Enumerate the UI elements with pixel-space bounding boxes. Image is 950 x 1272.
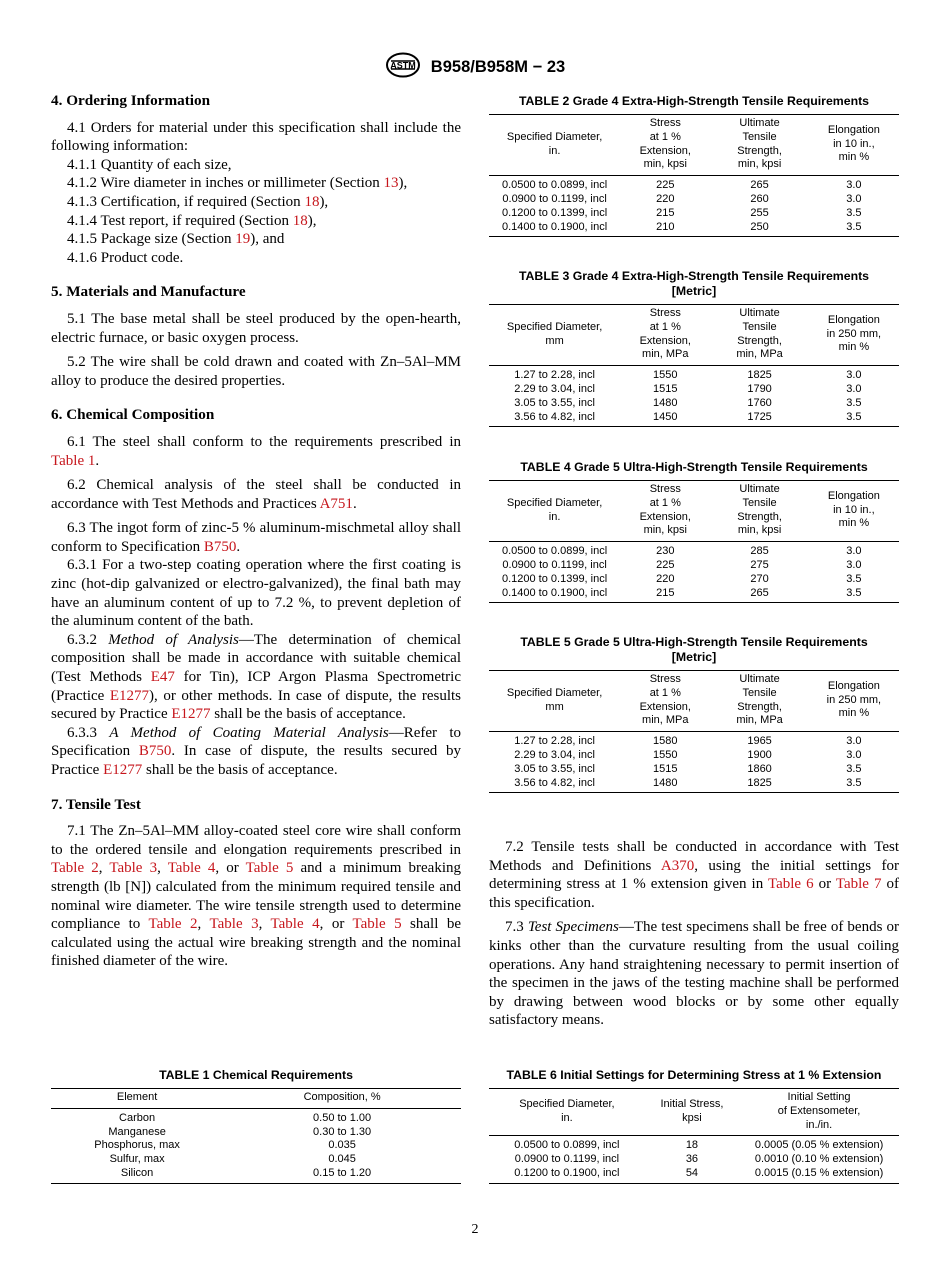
table-row — [489, 542, 899, 559]
table-cell: 0.0500 to 0.0899, incl — [501, 179, 608, 192]
table-cell: 1480 — [653, 396, 678, 409]
ref-link[interactable]: Table 6 — [767, 876, 814, 893]
table-cell: 2.29 to 3.04, incl — [514, 382, 595, 395]
table-cell: 250 — [710, 221, 808, 237]
column-header: Stress at 1 % Extension, min, MPa — [620, 671, 710, 732]
table-cell: 0.035 — [328, 1139, 356, 1152]
table-row — [489, 1167, 899, 1183]
column-header: Specified Diameter, in. — [489, 481, 620, 542]
page-number: 2 — [471, 1222, 479, 1237]
table-3-block — [489, 269, 899, 427]
table-row — [489, 366, 899, 383]
ref-link[interactable]: E1277 — [171, 706, 211, 723]
table-row — [489, 732, 899, 749]
table-row — [489, 411, 899, 427]
table-cell: Sulfur, max — [109, 1153, 165, 1166]
para-7-3: 7.3 Test Specimens—The test specimens shall be free of bends or kinks other than the curvature resulting from the usual coiling operations. Any hand straightening necessary to permit insertion of the specimen in the jaws of the testing machine shall be performed by drawing between wood blocks or by some other equally satisfactory means. — [489, 919, 899, 1029]
table-row — [51, 1126, 461, 1140]
table-cell: 1550 — [653, 748, 678, 761]
table-cell: 3.5 — [809, 411, 899, 427]
column-header: Elongation in 10 in., min % — [809, 115, 899, 176]
para-6-1: 6.1 The steel shall conform to the requirements prescribed in Table 1. — [51, 433, 461, 469]
table-cell: 0.15 to 1.20 — [223, 1167, 461, 1183]
table-cell: 1760 — [747, 396, 772, 409]
svg-text:ASTM: ASTM — [390, 60, 416, 71]
ref-link[interactable]: B750 — [203, 538, 237, 555]
table-cell: 0.0500 to 0.0899, incl — [501, 545, 608, 558]
table-5 — [489, 670, 899, 793]
table-cell: 220 — [656, 192, 675, 205]
ref-link[interactable]: Table 3 — [209, 916, 259, 933]
ref-link[interactable]: Table 4 — [270, 916, 320, 933]
table-cell: 1790 — [747, 382, 772, 395]
ref-link[interactable]: Table 5 — [245, 860, 294, 877]
para-6-3: 6.3 The ingot form of zinc-5 % aluminum-mischmetal alloy shall conform to Specification B750. — [51, 520, 461, 555]
table-cell: 3.5 — [809, 221, 899, 237]
table-cell: 215 — [656, 206, 675, 219]
table-cell: 54 — [645, 1167, 739, 1183]
column-header: Elongation in 250 mm, min % — [809, 305, 899, 366]
table-cell: 0.1200 to 0.1399, incl — [501, 206, 608, 219]
table-row — [489, 573, 899, 587]
table-cell: 1.27 to 2.28, incl — [514, 735, 595, 748]
table-cell: 215 — [620, 587, 710, 603]
ref-link[interactable]: B750 — [138, 743, 172, 760]
table-cell: 3.5 — [846, 572, 862, 585]
table-cell: 1.27 to 2.28, incl — [514, 369, 595, 382]
table-row — [489, 397, 899, 411]
table-row — [489, 221, 899, 237]
table-cell: 3.0 — [846, 748, 862, 761]
column-header: Initial Stress, kpsi — [645, 1089, 739, 1136]
column-header: Composition, % — [223, 1089, 461, 1109]
table-cell: 260 — [750, 192, 769, 205]
table-cell: 0.0500 to 0.0899, incl — [514, 1139, 620, 1152]
ref-link[interactable]: Table 5 — [352, 916, 402, 933]
table-cell: 1860 — [747, 762, 772, 775]
table-3 — [489, 304, 899, 427]
table-cell: 3.56 to 4.82, incl — [489, 777, 620, 793]
ref-link[interactable]: A370 — [660, 857, 695, 874]
item-4-1-3: 4.1.3 Certification, if required (Section 18), — [67, 193, 329, 210]
column-header: Ultimate Tensile Strength, min, MPa — [710, 305, 808, 366]
ref-link[interactable]: 18 — [292, 212, 308, 229]
page-header — [0, 52, 950, 83]
column-header: Stress at 1 % Extension, min, kpsi — [620, 481, 710, 542]
table-2-caption: TABLE 2 Grade 4 Extra-High-Strength Tensile Requirements — [518, 94, 870, 108]
table-cell: 230 — [656, 545, 675, 558]
ref-link[interactable]: 19 — [235, 231, 251, 248]
table-cell: 275 — [750, 558, 769, 571]
table-cell: 0.0900 to 0.1199, incl — [514, 1153, 620, 1166]
section-5-heading: 5. Materials and Manufacture — [51, 283, 246, 301]
table-cell: 3.05 to 3.55, incl — [514, 762, 595, 775]
table-cell: Phosphorus, max — [94, 1139, 180, 1152]
table-row — [489, 777, 899, 793]
table-4-block — [489, 460, 899, 603]
table-cell: 1725 — [710, 411, 808, 427]
table-cell: 1825 — [747, 369, 772, 382]
table-4-caption: TABLE 4 Grade 5 Ultra-High-Strength Tensile Requirements — [520, 460, 868, 474]
column-header: Ultimate Tensile Strength, min, kpsi — [710, 481, 808, 542]
table-row — [489, 1153, 899, 1167]
ref-link[interactable]: E1277 — [103, 762, 143, 778]
table-cell: 3.0 — [846, 192, 862, 205]
table-row — [489, 559, 899, 573]
ref-link[interactable]: E1277 — [109, 687, 150, 704]
table-cell: 1515 — [653, 762, 678, 775]
right-column-text — [489, 838, 899, 1030]
ref-link[interactable]: Table 3 — [109, 860, 158, 877]
table-row — [489, 207, 899, 221]
table-cell: Manganese — [108, 1125, 166, 1138]
table-cell: 2.29 to 3.04, incl — [514, 748, 595, 761]
table-cell: 0.0005 (0.05 % extension) — [754, 1139, 884, 1152]
table-cell: 0.0015 (0.15 % extension) — [739, 1167, 899, 1183]
table-cell: 3.0 — [846, 382, 862, 395]
table-cell: 1900 — [747, 748, 772, 761]
column-header: Specified Diameter, in. — [489, 1089, 645, 1136]
item-4-1-1: 4.1.1 Quantity of each size, — [67, 156, 232, 173]
ref-link[interactable]: A751 — [319, 495, 353, 512]
table-cell: 0.1400 to 0.1900, incl — [489, 587, 620, 603]
column-header: Specified Diameter, in. — [489, 115, 620, 176]
column-header: Element — [51, 1089, 223, 1109]
table-cell: 0.30 to 1.30 — [313, 1125, 372, 1138]
ref-link[interactable]: Table 2 — [51, 860, 99, 877]
table-cell: 1550 — [653, 369, 678, 382]
table-cell: 1580 — [653, 735, 678, 748]
table-cell: 3.5 — [846, 206, 862, 219]
section-4-heading: 4. Ordering Information — [51, 92, 211, 109]
table-cell: 225 — [656, 558, 675, 571]
column-header: Elongation in 250 mm, min % — [809, 671, 899, 732]
table-row — [489, 1136, 899, 1153]
item-4-1-4: 4.1.4 Test report, if required (Section 18), — [67, 212, 317, 229]
column-header: Elongation in 10 in., min % — [809, 481, 899, 542]
table-row — [489, 176, 899, 193]
column-header: Ultimate Tensile Strength, min, MPa — [710, 671, 808, 732]
item-4-1-2: 4.1.2 Wire diameter in inches or millimeter (Section 13), — [67, 175, 408, 192]
table-cell: Carbon — [119, 1111, 156, 1124]
table-row — [51, 1153, 461, 1167]
table-cell: 265 — [750, 179, 769, 192]
ref-link[interactable]: E47 — [150, 669, 175, 686]
table-cell: 1450 — [620, 411, 710, 427]
ref-link[interactable]: Table 4 — [167, 860, 216, 877]
table-cell: 3.0 — [846, 545, 862, 558]
para-5-2: 5.2 The wire shall be cold drawn and coated with Zn–5Al–MM alloy to produce the desired properties. — [51, 354, 461, 389]
astm-logo-icon — [385, 52, 421, 83]
table-row — [489, 587, 899, 603]
table-cell: 0.0900 to 0.1199, incl — [502, 558, 607, 571]
table-cell: 265 — [710, 587, 808, 603]
table-cell: Silicon — [51, 1167, 223, 1183]
ref-link[interactable]: Table 1 — [51, 452, 96, 469]
table-cell: 270 — [750, 572, 769, 585]
item-4-1-6: 4.1.6 Product code. — [67, 249, 184, 266]
para-6-3-1: 6.3.1 For a two-step coating operation where the first coating is zinc (hot-dip galvanized or electro-galvanized), the final bath may have an aluminum content of up to 7.2 %, to prevent depletion of the aluminum content of the bath. — [51, 557, 461, 630]
column-header: Stress at 1 % Extension, min, MPa — [620, 305, 710, 366]
table-cell: 3.56 to 4.82, incl — [489, 411, 620, 427]
table-5-caption: TABLE 5 Grade 5 Ultra-High-Strength Tensile Requirements [Metric] — [520, 635, 868, 664]
table-5-block — [489, 635, 899, 793]
table-3-caption: TABLE 3 Grade 4 Extra-High-Strength Tensile Requirements [Metric] — [518, 269, 870, 298]
para-6-3-2: 6.3.2 Method of Analysis—The determination of chemical composition shall be made in accordance with suitable chemical (Test Methods E47 for Tin), ICP Argon Plasma Spectrometric (Practice E1277), or other methods. In case of dispute, the results secured by Practice E1277 shall be the basis of acceptance. — [51, 631, 461, 723]
table-cell: 210 — [620, 221, 710, 237]
table-2-block — [489, 94, 899, 237]
table-cell: 0.1200 to 0.1399, incl — [501, 572, 608, 585]
table-cell: 3.5 — [809, 587, 899, 603]
table-cell: 3.0 — [846, 558, 862, 571]
para-6-2: 6.2 Chemical analysis of the steel shall be conducted in accordance with Test Methods and Practices A751. — [51, 477, 461, 512]
table-row — [489, 383, 899, 397]
table-cell: 0.0900 to 0.1199, incl — [502, 192, 607, 205]
table-cell: 0.50 to 1.00 — [313, 1111, 372, 1124]
para-7-2: 7.2 Tensile tests shall be conducted in accordance with Test Methods and Definitions A370, using the initial settings for determining stress at 1 % extension given in Table 6 or Table 7 of this specification. — [489, 839, 899, 911]
table-1-caption: TABLE 1 Chemical Requirements — [159, 1068, 353, 1082]
table-1 — [51, 1088, 461, 1184]
column-header: Specified Diameter, mm — [489, 671, 620, 732]
table-4 — [489, 480, 899, 603]
table-row — [489, 749, 899, 763]
table-cell: 3.05 to 3.55, incl — [514, 396, 595, 409]
column-header: Ultimate Tensile Strength, min, kpsi — [710, 115, 808, 176]
table-row — [51, 1167, 461, 1183]
table-cell: 3.5 — [846, 762, 862, 775]
table-cell: 285 — [750, 545, 769, 558]
designation: B958/B958M − 23 — [430, 58, 566, 76]
table-cell: 220 — [656, 572, 675, 585]
left-column — [51, 92, 461, 971]
ref-link[interactable]: Table 7 — [835, 876, 882, 893]
table-cell: 36 — [685, 1153, 699, 1166]
ref-link[interactable]: Table 2 — [148, 916, 198, 933]
table-cell: 1965 — [747, 735, 772, 748]
table-row — [489, 763, 899, 777]
item-4-1-5: 4.1.5 Package size (Section 19), and — [67, 231, 285, 248]
table-cell: 1825 — [710, 777, 808, 793]
section-7-heading: 7. Tensile Test — [51, 795, 141, 813]
table-row — [51, 1108, 461, 1125]
table-cell: 0.1200 to 0.1900, incl — [489, 1167, 645, 1183]
table-row — [489, 193, 899, 207]
table-cell: 3.0 — [846, 735, 862, 748]
table-cell: 3.0 — [846, 369, 862, 382]
table-cell: 3.5 — [809, 777, 899, 793]
table-cell: 0.045 — [328, 1153, 356, 1166]
table-cell: 3.0 — [846, 179, 862, 192]
column-header: Initial Setting of Extensometer, in./in. — [739, 1089, 899, 1136]
table-1-block — [51, 1068, 461, 1184]
para-7-1: 7.1 The Zn–5Al–MM alloy-coated steel core wire shall conform to the ordered tensile and elongation requirements prescribed in Table 2, Table 3, Table 4, or Table 5 and a minimum breaking strength (lb [N]) calculated from the minimum required tensile and nominal wire diameter. The wire tensile strength used to determine compliance to Table 2, Table 3, Table 4, or Table 5 shall be calculated using the actual wire breaking strength and the nominal finished diameter of the wire. — [51, 823, 462, 970]
table-cell: 1515 — [653, 382, 678, 395]
table-6-block — [489, 1068, 899, 1184]
ref-link[interactable]: 18 — [304, 193, 320, 210]
table-2 — [489, 114, 899, 237]
column-header: Stress at 1 % Extension, min, kpsi — [620, 115, 710, 176]
table-cell: 0.0010 (0.10 % extension) — [754, 1153, 884, 1166]
table-cell: 3.5 — [846, 396, 862, 409]
para-4-1: 4.1 Orders for material under this specification shall include the following information: — [51, 119, 461, 155]
ref-link[interactable]: 13 — [383, 175, 399, 192]
table-6-caption: TABLE 6 Initial Settings for Determining Stress at 1 % Extension — [506, 1068, 882, 1082]
table-cell: 1480 — [620, 777, 710, 793]
section-6-heading: 6. Chemical Composition — [51, 406, 215, 424]
table-cell: 255 — [750, 206, 769, 219]
column-header: Specified Diameter, mm — [489, 305, 620, 366]
para-6-3-3: 6.3.3 A Method of Coating Material Analysis—Refer to Specification B750. In case of dispute, the results secured by Practice E1277 shall be the basis of acceptance. — [51, 724, 462, 778]
table-cell: 225 — [656, 179, 675, 192]
table-cell: 0.1400 to 0.1900, incl — [489, 221, 620, 237]
table-cell: 18 — [685, 1139, 699, 1152]
table-6 — [489, 1088, 899, 1184]
para-5-1: 5.1 The base metal shall be steel produced by the open-hearth, electric furnace, or basic oxygen process. — [51, 310, 461, 346]
table-row — [51, 1139, 461, 1153]
